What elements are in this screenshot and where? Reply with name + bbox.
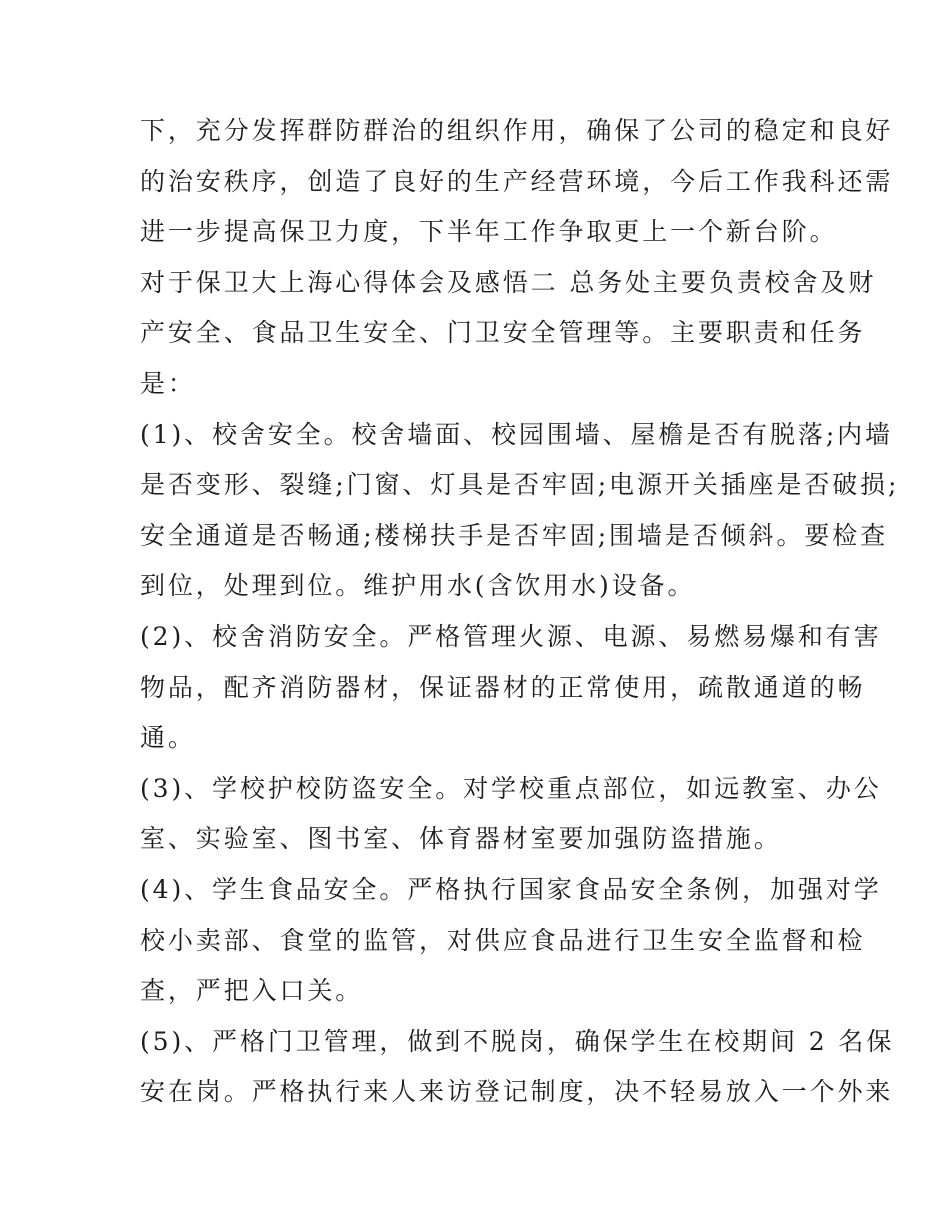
text-line: (2)、校舍消防安全。严格管理火源、电源、易燃易爆和有害 [140,621,882,651]
text-line: 到位，处理到位。维护用水(含饮用水)设备。 [140,571,696,601]
paragraph-item-5-gate-management [140,1020,895,1121]
text-line: 室、实验室、图书室、体育器材室要加强防盗措施。 [140,824,782,854]
paragraph-item-3-theft-prevention [140,767,882,868]
text-line: 是否变形、裂缝;门窗、灯具是否牢固;电源开关插座是否破损; [140,470,900,500]
text-line: 安全通道是否畅通;楼梯扶手是否牢固;围墙是否倾斜。要检查 [140,520,889,550]
text-line: 对于保卫大上海心得体会及感悟二 总务处主要负责校舍及财 [140,267,877,297]
text-line: 产安全、食品卫生安全、门卫安全管理等。主要职责和任务 [140,318,866,348]
paragraph-item-2-fire-safety [140,615,882,767]
paragraph-item-4-food-safety [140,868,882,1020]
text-line: (4)、学生食品安全。严格执行国家食品安全条例，加强对学 [140,874,882,904]
text-line: 进一步提高保卫力度，下半年工作争取更上一个新台阶。 [140,217,838,247]
text-line: 通。 [140,723,196,753]
text-line: 下，充分发挥群防群治的组织作用，确保了公司的稳定和良好 [140,116,894,145]
text-line: 查，严把入口关。 [140,976,364,1006]
paragraph-closing-summary [140,109,894,261]
text-line: 安在岗。严格执行来人来访登记制度，决不轻易放入一个外来 [140,1077,894,1107]
text-line: 是： [140,368,196,398]
text-line: (1)、校舍安全。校舍墙面、校园围墙、屋檐是否有脱落;内墙 [140,419,893,449]
paragraph-item-1-building-safety [140,413,900,615]
text-line: 校小卖部、食堂的监管，对供应食品进行卫生安全监督和检 [140,925,866,955]
paragraph-section-intro [140,261,877,413]
text-line: (5)、严格门卫管理，做到不脱岗，确保学生在校期间 2 名保 [140,1026,895,1056]
text-line: 的治安秩序，创造了良好的生产经营环境，今后工作我科还需 [140,166,894,196]
text-line: 物品，配齐消防器材，保证器材的正常使用，疏散通道的畅 [140,672,866,702]
text-line: (3)、学校护校防盗安全。对学校重点部位，如远教室、办公 [140,773,882,803]
document-body [140,109,900,1121]
